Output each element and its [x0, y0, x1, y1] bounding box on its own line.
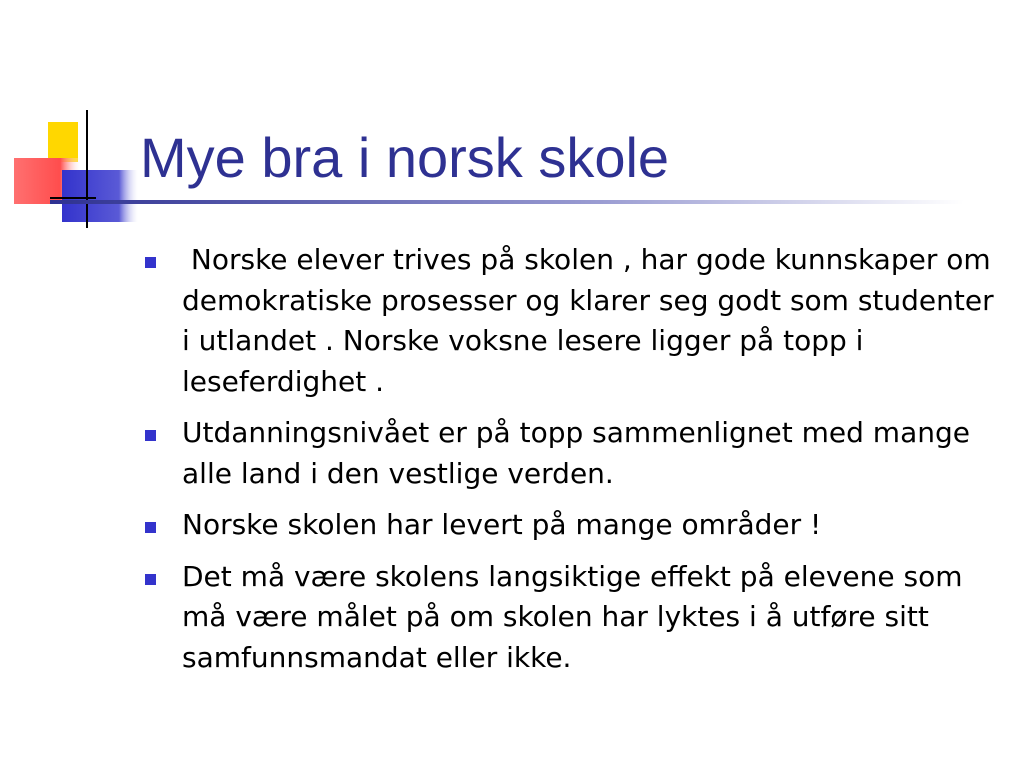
slide-title: Mye bra i norsk skole	[140, 126, 670, 189]
bullet-text: Utdanningsnivået er på topp sammenlignet med mange alle land i den vestlige verden.	[182, 416, 979, 490]
title-divider	[50, 200, 964, 204]
color-squares-logo-icon	[0, 100, 150, 230]
list-item	[140, 505, 1000, 546]
bullet-text: Norske skolen har levert på mange områder !	[182, 508, 822, 541]
square-bullet-icon	[145, 257, 156, 268]
logo-blue-square	[62, 170, 138, 222]
bullet-list	[140, 240, 1003, 689]
list-item	[140, 557, 1000, 679]
square-bullet-icon	[145, 574, 156, 585]
square-bullet-icon	[145, 522, 156, 533]
square-bullet-icon	[145, 430, 156, 441]
bullet-text: Norske elever trives på skolen , har gode kunnskaper om demokratiske prosesser og klarer seg godt som studenter i utlandet . Norske voksne lesere ligger på topp i leseferdighet .	[182, 243, 1003, 398]
list-item	[140, 413, 1000, 494]
bullet-text: Det må være skolens langsiktige effekt på elevene som må være målet på om skolen har lyktes i å utføre sitt samfunnsmandat eller ikke.	[182, 559, 972, 674]
list-item	[140, 240, 1003, 402]
logo-yellow-square	[48, 122, 78, 162]
